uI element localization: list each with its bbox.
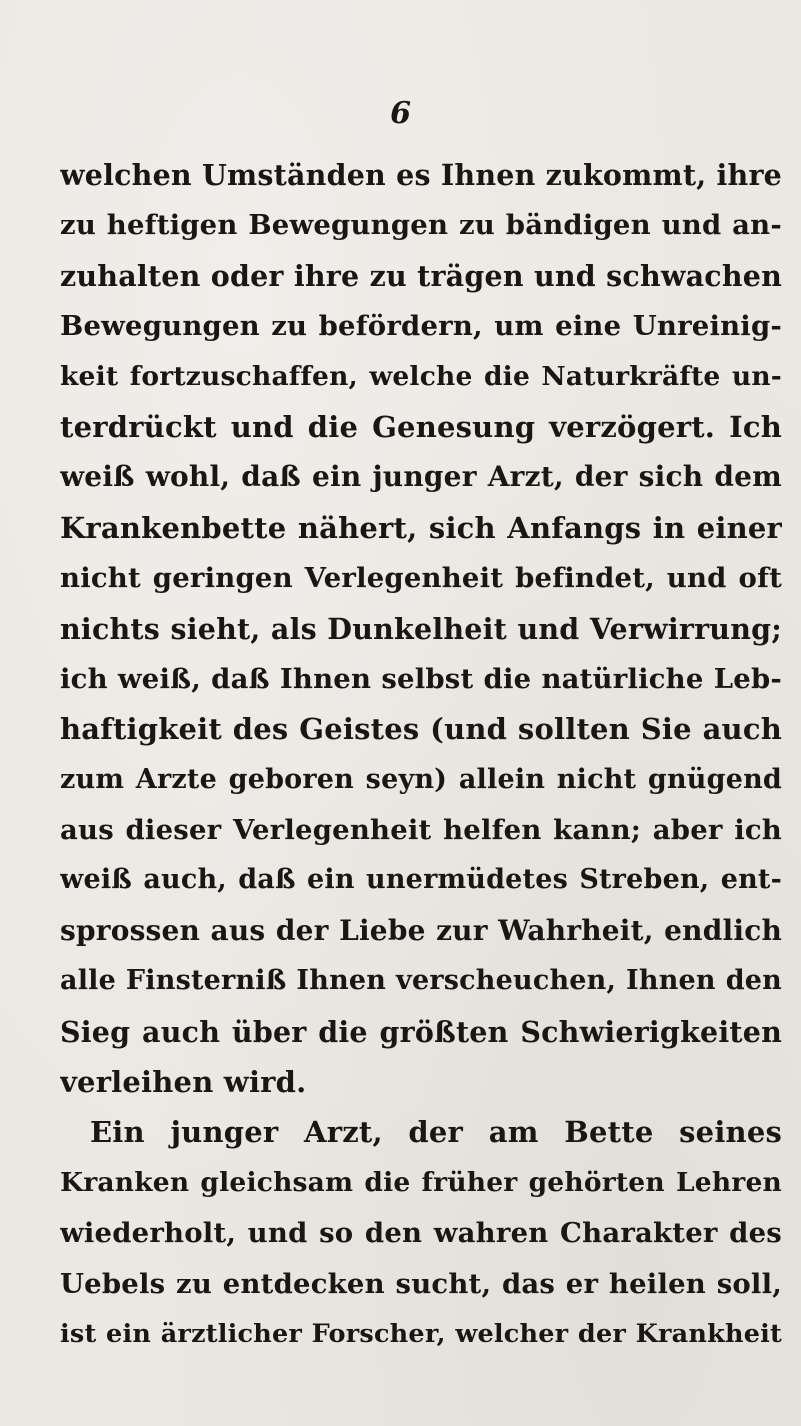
- text-line: nichts sieht, als Dunkelheit und Verwirrung;: [60, 611, 782, 646]
- text-line: weiß wohl, daß ein junger Arzt, der sich dem: [60, 460, 782, 494]
- text-line: keit fortzuschaffen, welche die Naturkräfte un-: [60, 360, 782, 392]
- text-line: terdrückt und die Genesung verzögert. Ich: [60, 409, 782, 444]
- text-line: alle Finsterniß Ihnen verscheuchen, Ihnen den: [60, 965, 782, 997]
- text-line: nicht geringen Verlegenheit befindet, und oft: [60, 562, 782, 595]
- text-line: ist ein ärztlicher Forscher, welcher der Krankheit: [60, 1318, 782, 1349]
- text-line: Bewegungen zu befördern, um eine Unreinig-: [60, 310, 782, 343]
- text-line: Uebels zu entdecken sucht, das er heilen soll,: [60, 1267, 782, 1300]
- text-line: sprossen aus der Liebe zur Wahrheit, endlich: [60, 913, 782, 947]
- text-line: zuhalten oder ihre zu trägen und schwachen: [60, 258, 782, 293]
- text-line: aus dieser Verlegenheit helfen kann; aber ich: [60, 814, 782, 847]
- body-text: [60, 150, 782, 1359]
- text-line: ich weiß, daß Ihnen selbst die natürliche Leb-: [60, 662, 782, 695]
- text-line: Kranken gleichsam die früher gehörten Lehren: [60, 1166, 782, 1198]
- paragraph-start-line: Ein junger Arzt, der am Bette seines: [90, 1115, 782, 1150]
- text-line: welchen Umständen es Ihnen zukommt, ihre: [60, 158, 782, 192]
- text-line: zu heftigen Bewegungen zu bändigen und an-: [60, 209, 782, 242]
- text-line: wiederholt, und so den wahren Charakter des: [60, 1217, 782, 1250]
- page-number: 6: [390, 96, 411, 131]
- text-line: haftigkeit des Geistes (und sollten Sie auch: [60, 712, 782, 747]
- text-line: Krankenbette nähert, sich Anfangs in einer: [60, 510, 782, 545]
- paragraph-end-line: verleihen wird.: [60, 1065, 307, 1100]
- text-line: zum Arzte geboren seyn) allein nicht gnügend: [60, 763, 782, 795]
- text-line: Sieg auch über die größten Schwierigkeiten: [60, 1014, 782, 1049]
- text-line: weiß auch, daß ein unermüdetes Streben, ent-: [60, 864, 782, 896]
